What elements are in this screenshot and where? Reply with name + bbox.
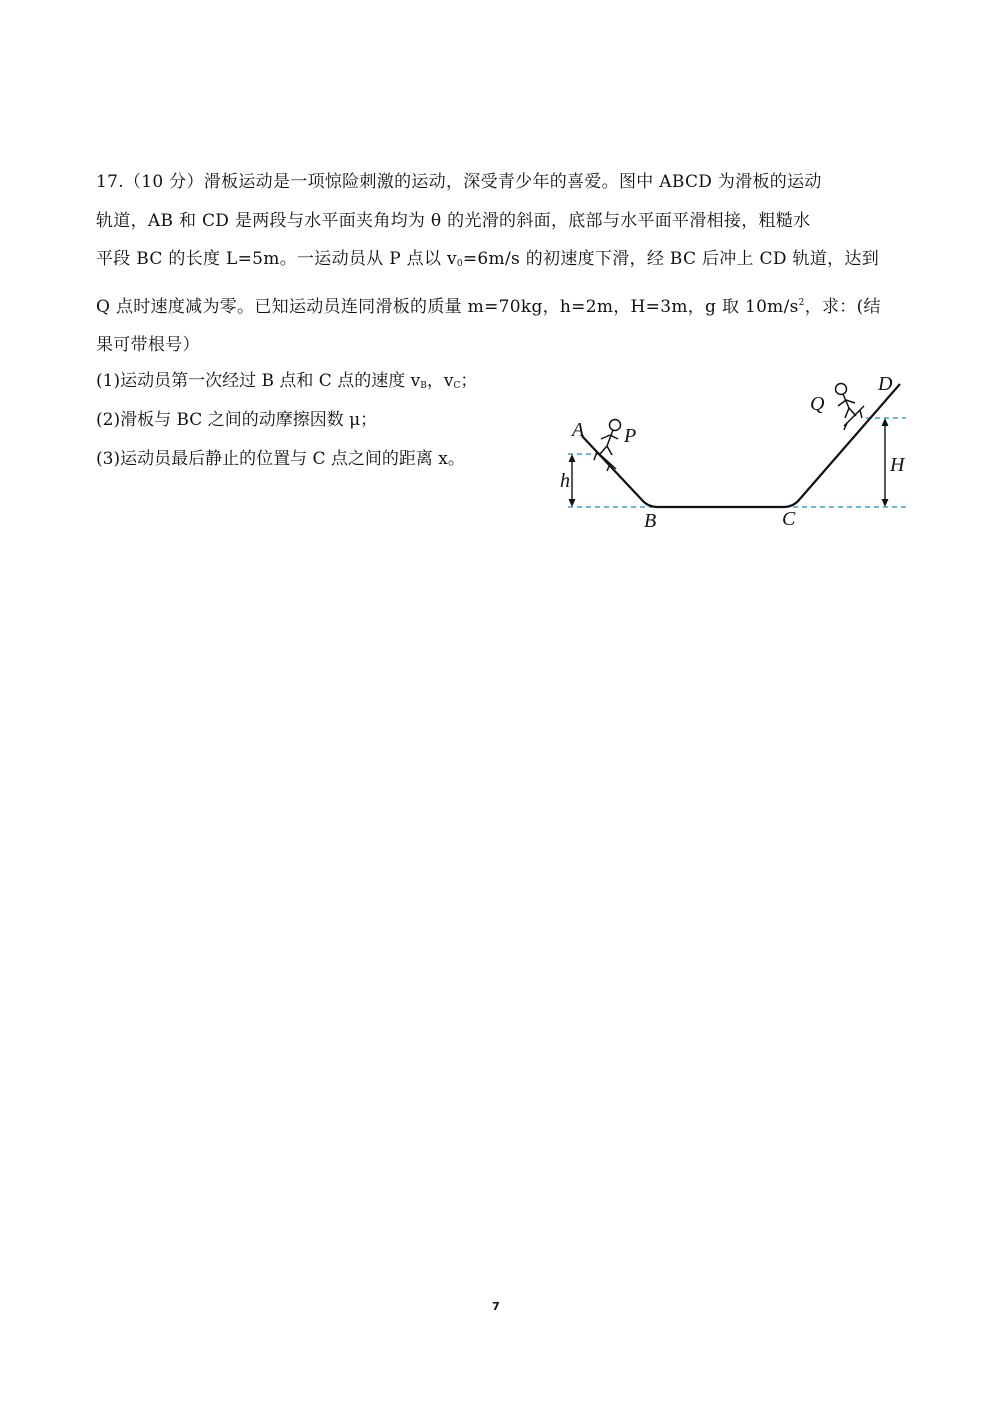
question-2: (2)滑板与 BC 之间的动摩擦因数 μ； — [96, 410, 378, 430]
label-q: Q — [810, 393, 825, 415]
label-c: C — [782, 508, 796, 530]
label-d: D — [878, 373, 893, 395]
problem-line-2: 轨道，AB 和 CD 是两段与水平面夹角均为 θ 的光滑的斜面，底部与水平面平滑相接，粗糙水 — [96, 210, 811, 231]
question-1 — [96, 366, 477, 391]
label-b: B — [644, 510, 657, 532]
vc-subscript: C — [453, 381, 461, 391]
problem-line-3b: =6m/s 的初速度下滑，经 BC 后冲上 CD 轨道，达到 — [462, 249, 879, 269]
H-arrow-head-bottom — [882, 499, 889, 507]
label-h: h — [560, 470, 570, 492]
vb-subscript: B — [420, 381, 427, 391]
problem-line-3 — [96, 240, 900, 284]
label-p: P — [624, 425, 637, 447]
h-arrow-head-top — [569, 454, 576, 462]
problem-line-5: 果可带根号） — [96, 335, 200, 355]
question-1-mid: ，v — [426, 371, 454, 391]
skater-q-figure — [836, 384, 865, 431]
track-diagram — [548, 370, 918, 540]
problem-statement — [96, 163, 900, 365]
problem-line-4a: Q 点时速度减为零。已知运动员连同滑板的质量 m=70kg，h=2m，H=3m，g 取 10m/s — [96, 296, 799, 317]
label-big-h: H — [890, 454, 905, 476]
question-1-text: (1)运动员第一次经过 B 点和 C 点的速度 v — [96, 371, 421, 391]
problem-line-3a: 平段 BC 的长度 L=5m。一运动员从 P 点以 v — [96, 249, 457, 269]
question-3: (3)运动员最后静止的位置与 C 点之间的距离 x。 — [96, 449, 465, 469]
problem-line-1: 17.（10 分）滑板运动是一项惊险刺激的运动，深受青少年的喜爱。图中 ABCD 为滑板的运动 — [96, 172, 822, 192]
H-arrow-head-top — [882, 418, 889, 426]
problem-line-4b: ，求：(结 — [804, 296, 881, 317]
page-number: 7 — [492, 1300, 500, 1313]
h-arrow-head-bottom — [569, 499, 576, 507]
label-a: A — [572, 419, 585, 441]
v0-subscript: 0 — [456, 259, 463, 269]
squared-superscript: 2 — [798, 297, 805, 308]
problem-line-4 — [96, 284, 900, 327]
track-diagram-svg — [548, 370, 918, 540]
question-1-suffix: ； — [460, 371, 478, 391]
